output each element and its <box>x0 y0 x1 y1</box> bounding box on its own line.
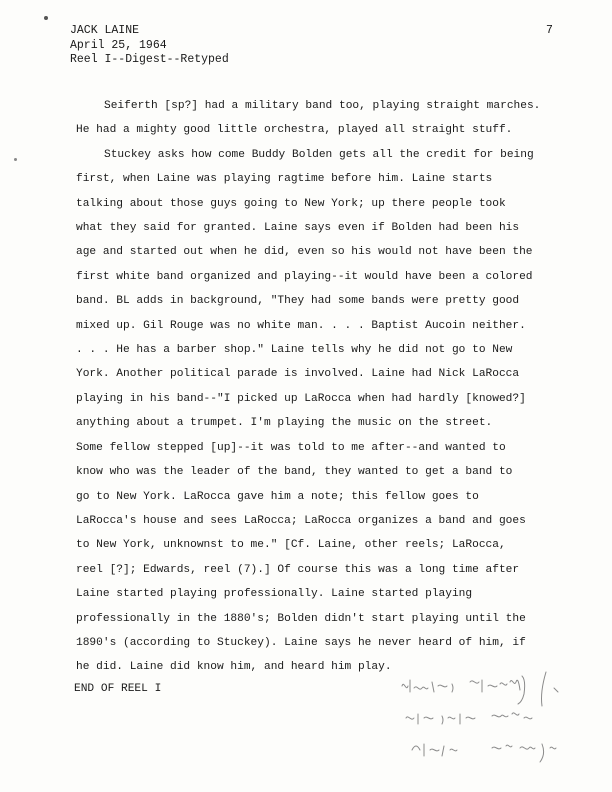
text-line: professionally in the 1880's; Bolden didn't start playing until the <box>76 612 526 625</box>
text-line: first white band organized and playing--it would have been a colored <box>76 270 533 283</box>
text-line: age and started out when he did, even so his would not have been the <box>76 246 533 259</box>
text-line: Seiferth [sp?] had a military band too, playing straight marches. <box>104 100 541 112</box>
text-line: mixed up. Gil Rouge was no white man. . . . Baptist Aucoin neither. <box>76 319 526 332</box>
header-date: April 25, 1964 <box>70 38 167 52</box>
margin-mark <box>44 16 48 20</box>
paragraph <box>76 143 596 680</box>
paragraph <box>76 94 596 143</box>
document-body <box>76 94 596 680</box>
text-line: go to New York. LaRocca gave him a note; this fellow goes to <box>76 490 479 503</box>
text-line: He had a mighty good little orchestra, played all straight stuff. <box>76 124 513 137</box>
text-line: band. BL adds in background, "They had some bands were pretty good <box>76 295 520 308</box>
text-line: 1890's (according to Stuckey). Laine says he never heard of him, if <box>76 636 526 649</box>
text-line: Some fellow stepped [up]--it was told to me after--and wanted to <box>76 441 506 454</box>
text-line: talking about those guys going to New York; up there people took <box>76 197 506 210</box>
text-line: Stuckey asks how come Buddy Bolden gets all the credit for being <box>104 148 534 161</box>
text-line: anything about a trumpet. I'm playing the music on the street. <box>76 417 493 430</box>
text-line: . . . He has a barber shop." Laine tells why he did not go to New <box>76 344 513 357</box>
header-name: JACK LAINE <box>70 24 140 37</box>
handwriting-scribble <box>396 668 601 778</box>
text-line: what they said for granted. Laine says even if Bolden had been his <box>76 222 520 235</box>
text-line: reel [?]; Edwards, reel (7).] Of course this was a long time after <box>76 563 520 576</box>
end-of-reel-label: END OF REEL I <box>74 683 162 695</box>
margin-mark <box>14 158 17 161</box>
header-reel: Reel I--Digest--Retyped <box>70 53 229 66</box>
text-line: to New York, unknownst to me." [Cf. Laine, other reels; LaRocca, <box>76 539 506 552</box>
page-number: 7 <box>546 24 553 37</box>
text-line: LaRocca's house and sees LaRocca; LaRocca organizes a band and goes <box>76 514 526 527</box>
text-line: playing in his band--"I picked up LaRocca when had hardly [knowed?] <box>76 392 526 405</box>
text-line: Laine started playing professionally. Laine started playing <box>76 588 473 601</box>
text-line: he did. Laine did know him, and heard him play. <box>76 661 392 674</box>
text-line: York. Another political parade is involved. Laine had Nick LaRocca <box>76 368 520 381</box>
text-line: first, when Laine was playing ragtime before him. Laine starts <box>76 173 493 186</box>
document-header <box>70 24 229 68</box>
handwritten-annotation <box>396 668 601 778</box>
text-line: know who was the leader of the band, they wanted to get a band to <box>76 466 513 479</box>
